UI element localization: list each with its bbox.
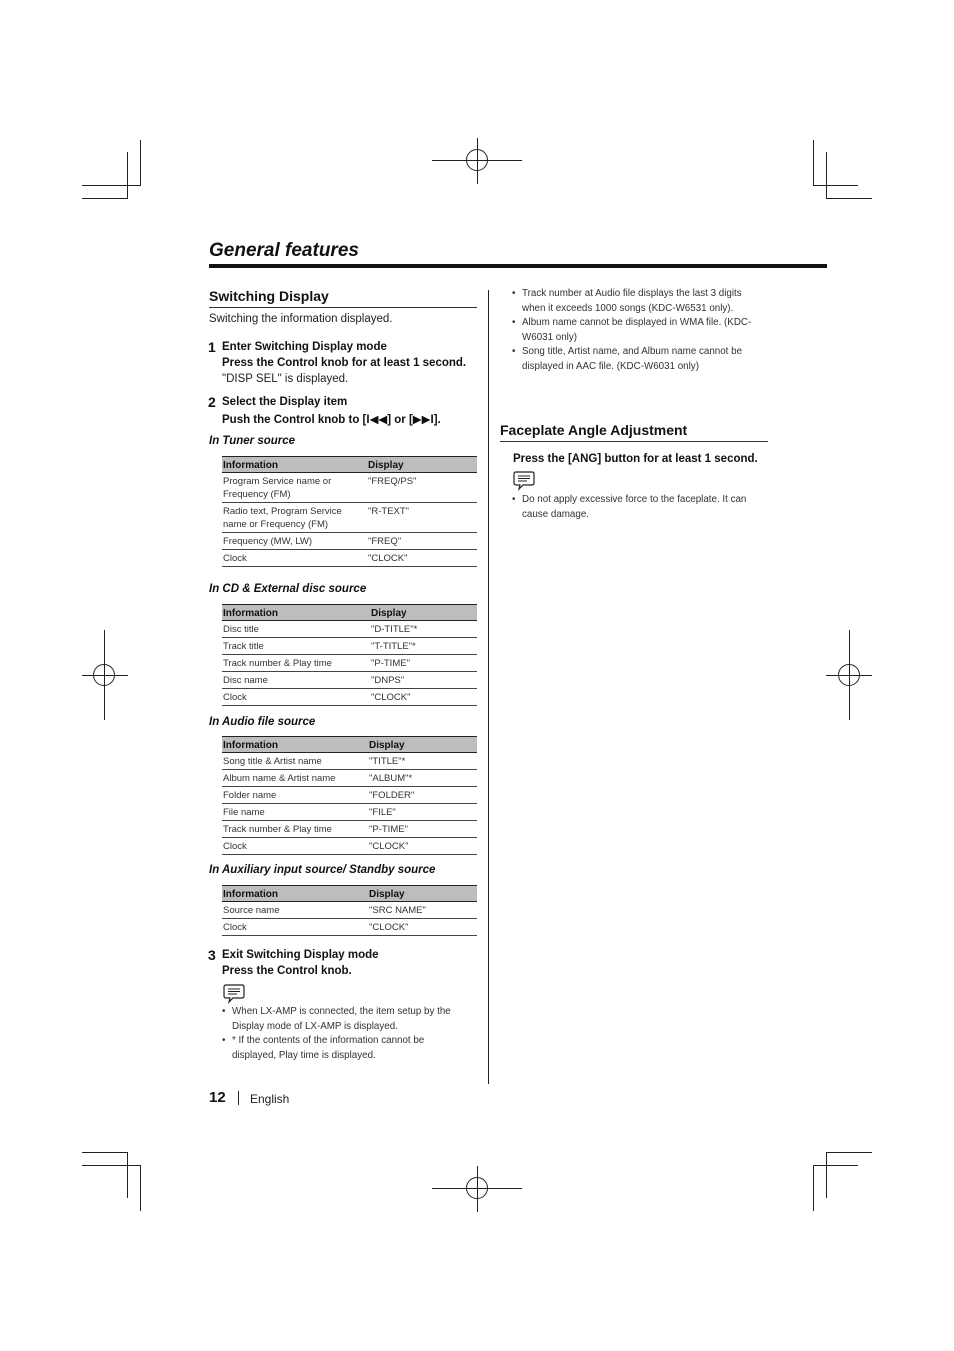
page-number: 12 bbox=[209, 1089, 226, 1106]
step-1-title: Enter Switching Display mode bbox=[222, 341, 387, 353]
cell-display: "DNPS" bbox=[370, 672, 477, 689]
cell-information: Clock bbox=[222, 550, 367, 567]
step-3-instruction: Press the Control knob. bbox=[222, 965, 352, 977]
table-row bbox=[222, 689, 477, 706]
cell-display: "FOLDER" bbox=[368, 787, 477, 804]
cell-information: Clock bbox=[222, 838, 368, 855]
table-row bbox=[222, 919, 477, 936]
aux-standby-source-table bbox=[222, 885, 477, 936]
step-2-title: Select the Display item bbox=[222, 396, 348, 408]
table-row bbox=[222, 672, 477, 689]
cell-information: Disc title bbox=[222, 621, 370, 638]
section-rule bbox=[209, 307, 477, 308]
faceplate-notes bbox=[512, 493, 762, 522]
page-title: General features bbox=[209, 240, 359, 261]
note-item: • Do not apply excessive force to the faceplate. It can cause damage. bbox=[512, 493, 762, 522]
table-header-row bbox=[222, 457, 477, 473]
cell-information: Disc name bbox=[222, 672, 370, 689]
step-2-number: 2 bbox=[208, 394, 216, 410]
cell-display: "FREQ/PS" bbox=[367, 473, 477, 503]
cell-display: "CLOCK" bbox=[368, 919, 477, 936]
table-row bbox=[222, 550, 477, 567]
cell-display: "FILE" bbox=[368, 804, 477, 821]
cell-display: "FREQ" bbox=[367, 533, 477, 550]
cell-display: "TITLE"* bbox=[368, 753, 477, 770]
cell-display: "CLOCK" bbox=[368, 838, 477, 855]
cell-display: "R-TEXT" bbox=[367, 503, 477, 533]
header-display: Display bbox=[370, 605, 477, 621]
switching-display-intro: Switching the information displayed. bbox=[209, 313, 393, 325]
cell-display: "CLOCK" bbox=[367, 550, 477, 567]
switching-display-heading: Switching Display bbox=[209, 288, 329, 304]
cell-display: "P-TIME" bbox=[368, 821, 477, 838]
table-header-row bbox=[222, 737, 477, 753]
header-display: Display bbox=[368, 886, 477, 902]
footer-language: English bbox=[250, 1092, 290, 1106]
switching-display-notes bbox=[222, 1005, 470, 1063]
cell-display: "CLOCK" bbox=[370, 689, 477, 706]
tuner-source-table bbox=[222, 456, 477, 567]
column-divider bbox=[488, 290, 489, 1084]
table-header-row bbox=[222, 605, 477, 621]
table-row bbox=[222, 902, 477, 919]
cell-information: Program Service name or Frequency (FM) bbox=[222, 473, 367, 503]
cell-information: Clock bbox=[222, 689, 370, 706]
cell-information: Frequency (MW, LW) bbox=[222, 533, 367, 550]
table-row bbox=[222, 753, 477, 770]
table-row bbox=[222, 821, 477, 838]
cell-display: "T-TITLE"* bbox=[370, 638, 477, 655]
table-header-row bbox=[222, 886, 477, 902]
cell-information: Album name & Artist name bbox=[222, 770, 368, 787]
aux-standby-source-subhead: In Auxiliary input source/ Standby source bbox=[209, 864, 436, 876]
tuner-source-subhead: In Tuner source bbox=[209, 435, 296, 447]
note-item: • Song title, Artist name, and Album name cannot be displayed in AAC file. (KDC-W6031 only) bbox=[512, 345, 762, 374]
table-row bbox=[222, 787, 477, 804]
table-row bbox=[222, 638, 477, 655]
step-1-detail: "DISP SEL" is displayed. bbox=[222, 373, 349, 385]
cell-information: Track title bbox=[222, 638, 370, 655]
note-item: • * If the contents of the information cannot be displayed, Play time is displayed. bbox=[222, 1034, 470, 1063]
step-1-number: 1 bbox=[208, 339, 216, 355]
table-row bbox=[222, 533, 477, 550]
cell-display: "SRC NAME" bbox=[368, 902, 477, 919]
cell-information: Folder name bbox=[222, 787, 368, 804]
cell-information: Source name bbox=[222, 902, 368, 919]
header-information: Information bbox=[222, 457, 367, 473]
section-rule bbox=[500, 441, 768, 442]
table-row bbox=[222, 503, 477, 533]
cell-display: "ALBUM"* bbox=[368, 770, 477, 787]
cell-information: Clock bbox=[222, 919, 368, 936]
note-item: • When LX-AMP is connected, the item setup by the Display mode of LX-AMP is displayed. bbox=[222, 1005, 470, 1034]
step-3-title: Exit Switching Display mode bbox=[222, 949, 379, 961]
faceplate-heading: Faceplate Angle Adjustment bbox=[500, 422, 688, 438]
footer-divider bbox=[238, 1091, 239, 1105]
cd-source-table bbox=[222, 604, 477, 706]
header-information: Information bbox=[222, 737, 368, 753]
audio-file-source-table bbox=[222, 736, 477, 855]
cell-display: "P-TIME" bbox=[370, 655, 477, 672]
note-item: • Album name cannot be displayed in WMA file. (KDC-W6031 only) bbox=[512, 316, 762, 345]
step-3-number: 3 bbox=[208, 947, 216, 963]
cell-information: Track number & Play time bbox=[222, 655, 370, 672]
table-row bbox=[222, 655, 477, 672]
cell-information: Track number & Play time bbox=[222, 821, 368, 838]
cell-display: "D-TITLE"* bbox=[370, 621, 477, 638]
audio-file-source-subhead: In Audio file source bbox=[209, 716, 316, 728]
cd-source-subhead: In CD & External disc source bbox=[209, 583, 367, 595]
table-row bbox=[222, 770, 477, 787]
table-row bbox=[222, 804, 477, 821]
cell-information: Song title & Artist name bbox=[222, 753, 368, 770]
cell-information: File name bbox=[222, 804, 368, 821]
header-display: Display bbox=[368, 737, 477, 753]
step-1-instruction: Press the Control knob for at least 1 second. bbox=[222, 357, 467, 369]
note-icon bbox=[512, 470, 536, 491]
table-row bbox=[222, 621, 477, 638]
cell-information: Radio text, Program Service name or Frequency (FM) bbox=[222, 503, 367, 533]
header-information: Information bbox=[222, 886, 368, 902]
table-row bbox=[222, 838, 477, 855]
note-item: • Track number at Audio file displays the last 3 digits when it exceeds 1000 songs (KDC-W6531 only). bbox=[512, 287, 762, 316]
note-icon bbox=[222, 983, 246, 1004]
table-row bbox=[222, 473, 477, 503]
step-2-instruction: Push the Control knob to [I◀◀] or [▶▶I]. bbox=[222, 414, 441, 426]
faceplate-instruction: Press the [ANG] button for at least 1 second. bbox=[513, 453, 758, 465]
title-rule bbox=[209, 264, 827, 268]
audio-file-notes bbox=[512, 287, 762, 374]
header-information: Information bbox=[222, 605, 370, 621]
header-display: Display bbox=[367, 457, 477, 473]
